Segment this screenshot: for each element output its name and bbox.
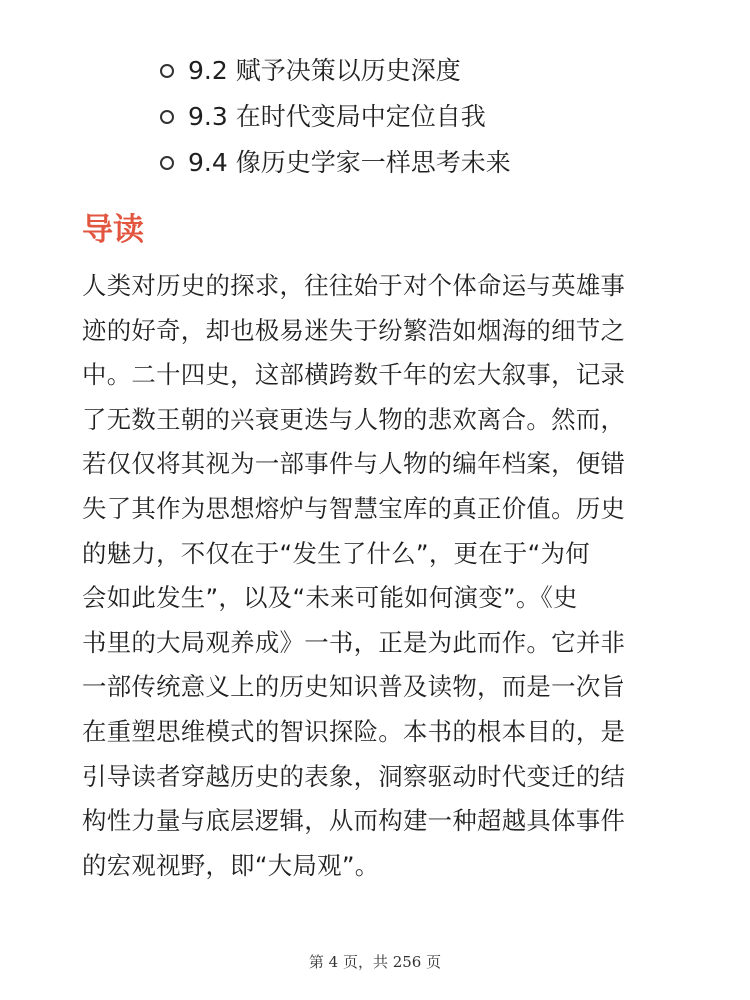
intro-paragraph <box>82 264 682 888</box>
toc-list <box>160 48 720 186</box>
paragraph-line: 构性力量与底层逻辑，从而构建一种超越具体事件 <box>82 806 626 836</box>
circle-bullet-icon <box>160 156 174 170</box>
paragraph-line: 人类对历史的探求，往往始于对个体命运与英雄事 <box>82 271 626 300</box>
toc-item-9-4[interactable] <box>160 140 720 186</box>
paragraph-line: 若仅仅将其视为一部事件与人物的编年档案，便错 <box>82 449 626 479</box>
toc-item-label: 9.3 在时代变局中定位自我 <box>188 102 486 131</box>
paragraph-line: 失了其作为思想熔炉与智慧宝库的真正价值。历史 <box>82 493 626 523</box>
paragraph-line: 迹的好奇，却也极易迷失于纷繁浩如烟海的细节之 <box>82 315 626 345</box>
paragraph-line: 了无数王朝的兴衰更迭与人物的悲欢离合。然而， <box>82 404 626 434</box>
toc-item-9-2[interactable] <box>160 48 720 94</box>
paragraph-line: 书里的大局观养成》一书，正是为此而作。它并非 <box>82 627 626 657</box>
circle-bullet-icon <box>160 64 174 78</box>
toc-item-label: 9.2 赋予决策以历史深度 <box>188 56 461 85</box>
paragraph-line: 的宏观视野，即“大局观”。 <box>82 850 380 880</box>
circle-bullet-icon <box>160 110 174 124</box>
paragraph-line: 引导读者穿越历史的表象，洞察驱动时代变迁的结 <box>82 761 626 791</box>
paragraph-line: 中。二十四史，这部横跨数千年的宏大叙事，记录 <box>82 360 626 390</box>
toc-item-label: 9.4 像历史学家一样思考未来 <box>188 148 511 177</box>
paragraph-line: 在重塑思维模式的智识探险。本书的根本目的，是 <box>82 716 626 746</box>
toc-item-9-3[interactable] <box>160 94 720 140</box>
paragraph-line: 一部传统意义上的历史知识普及读物，而是一次旨 <box>82 672 626 702</box>
section-heading: 导读 <box>82 212 144 248</box>
page-number-footer: 第 4 页，共 256 页 <box>308 953 442 971</box>
paragraph-line: 会如此发生”，以及“未来可能如何演变”。《史 <box>82 583 578 613</box>
paragraph-line: 的魅力，不仅在于“发生了什么”，更在于“为何 <box>82 538 590 568</box>
